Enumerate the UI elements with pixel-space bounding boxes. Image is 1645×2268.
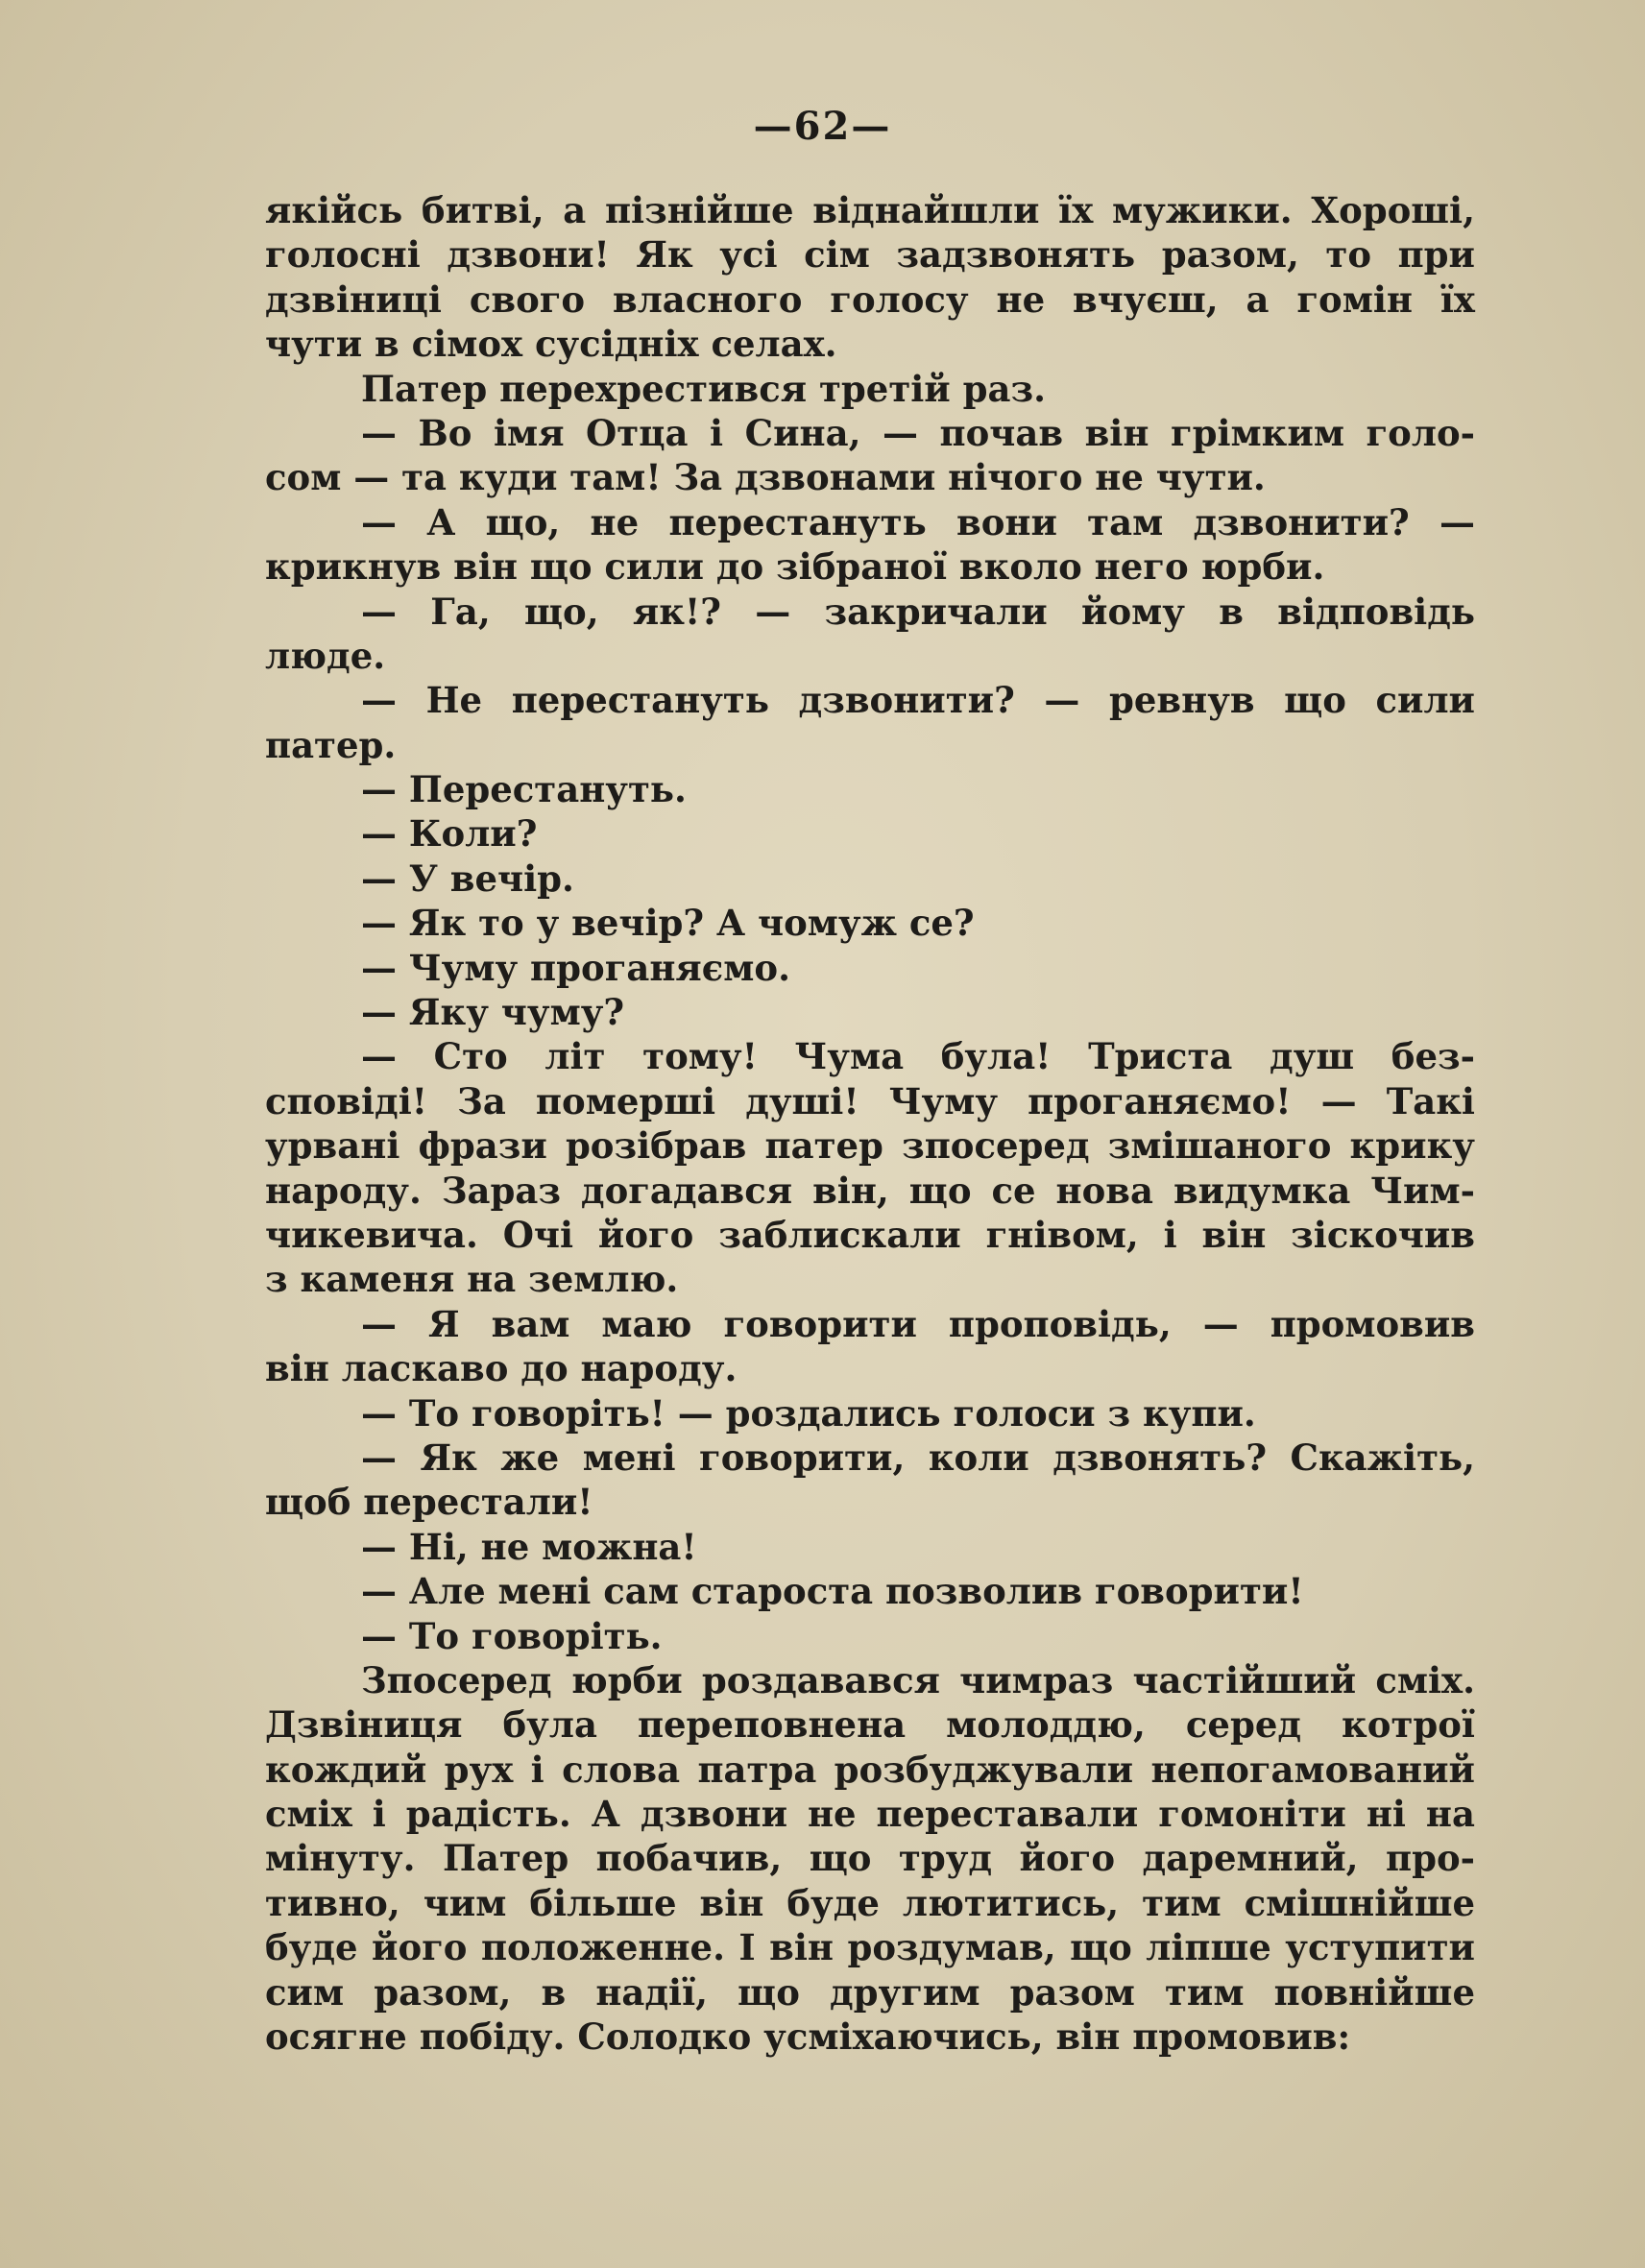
text-line: — Яку чуму? xyxy=(361,991,625,1034)
text-line: чути в сімох сусідніх селах. xyxy=(265,323,837,366)
text-line: народу. Зараз догадався він, що се нова видумка Чим- xyxy=(265,1169,1475,1212)
text-line: сповіді! За померші душі! Чуму проганяємо! — Такі xyxy=(265,1079,1475,1122)
text-line: — Але мені сам староста позволив говорити! xyxy=(361,1570,1304,1613)
text-line: він ласкаво до народу. xyxy=(265,1347,738,1390)
text-line: — То говоріть! — роздались голоси з купи. xyxy=(361,1391,1256,1435)
text-line: — А що, не перестануть вони там дзвонити? — xyxy=(361,500,1475,543)
text-line: люде. xyxy=(265,634,386,677)
text-line: — Як же мені говорити, коли дзвонять? Скажіть, xyxy=(361,1436,1475,1479)
text-line: з каменя на землю. xyxy=(265,1258,679,1301)
text-line: — У вечір. xyxy=(361,857,574,900)
body-text xyxy=(265,188,1475,2059)
text-line: мінуту. Патер побачив, що труд його даремний, про- xyxy=(265,1837,1475,1880)
text-line: сим разом, в надії, що другим разом тим повнійше xyxy=(265,1970,1475,2014)
text-line: щоб перестали! xyxy=(265,1481,593,1524)
text-line: крикнув він що сили до зібраної вколо него юрби. xyxy=(265,545,1325,589)
text-line: — Я вам маю говорити проповідь, — промовив xyxy=(361,1302,1475,1345)
text-line: — Чуму проганяємо. xyxy=(361,946,790,989)
text-line: — Ні, не можна! xyxy=(361,1525,697,1568)
text-line: Патер перехрестився третій раз. xyxy=(361,367,1046,410)
text-line: осягне побіду. Солодко усміхаючись, він промовив: xyxy=(265,2015,1351,2059)
text-line: сміх і радість. А дзвони не переставали гомоніти ні на xyxy=(265,1793,1475,1836)
text-line: — Коли? xyxy=(361,812,538,856)
text-line: — Перестануть. xyxy=(361,768,687,811)
page-number: —62— xyxy=(753,104,892,149)
text-line: урвані фрази розібрав патер зпосеред змішаного крику xyxy=(265,1124,1475,1168)
text-line: — Во імя Отца і Сина, — почав він грімким голо- xyxy=(361,411,1475,454)
text-line: чикевича. Очі його заблискали гнівом, і він зіскочив xyxy=(265,1213,1475,1256)
text-line: — Сто літ тому! Чума була! Триста душ без- xyxy=(361,1035,1475,1078)
text-line: — Як то у вечір? А чомуж се? xyxy=(361,902,975,945)
text-line: — То говоріть. xyxy=(361,1614,663,1657)
text-line: сом — та куди там! За дзвонами нічого не чути. xyxy=(265,456,1266,499)
text-line: — Не перестануть дзвонити? — ревнув що сили xyxy=(361,679,1475,722)
text-line: буде його положенне. І він роздумав, що ліпше уступити xyxy=(265,1926,1475,1969)
text-line: дзвіниці свого власного голосу не вчуєш, а гомін їх xyxy=(265,277,1475,321)
text-line: патер. xyxy=(265,723,397,766)
text-line: голосні дзвони! Як усі сім задзвонять разом, то при xyxy=(265,233,1475,277)
text-line: Зпосеред юрби роздавався чимраз частійший сміх. xyxy=(361,1658,1475,1701)
text-line: якійсь битві, а пізнійше віднайшли їх мужики. Хороші, xyxy=(265,189,1475,231)
text-line: Дзвіниця була переповнена молоддю, серед котрої xyxy=(265,1703,1475,1747)
text-line: кождий рух і слова патра розбуджували непогамований xyxy=(265,1748,1475,1791)
text-line: — Га, що, як!? — закричали йому в відповідь xyxy=(361,590,1475,633)
text-line: тивно, чим більше він буде лютитись, тим смішнійше xyxy=(265,1881,1475,1924)
